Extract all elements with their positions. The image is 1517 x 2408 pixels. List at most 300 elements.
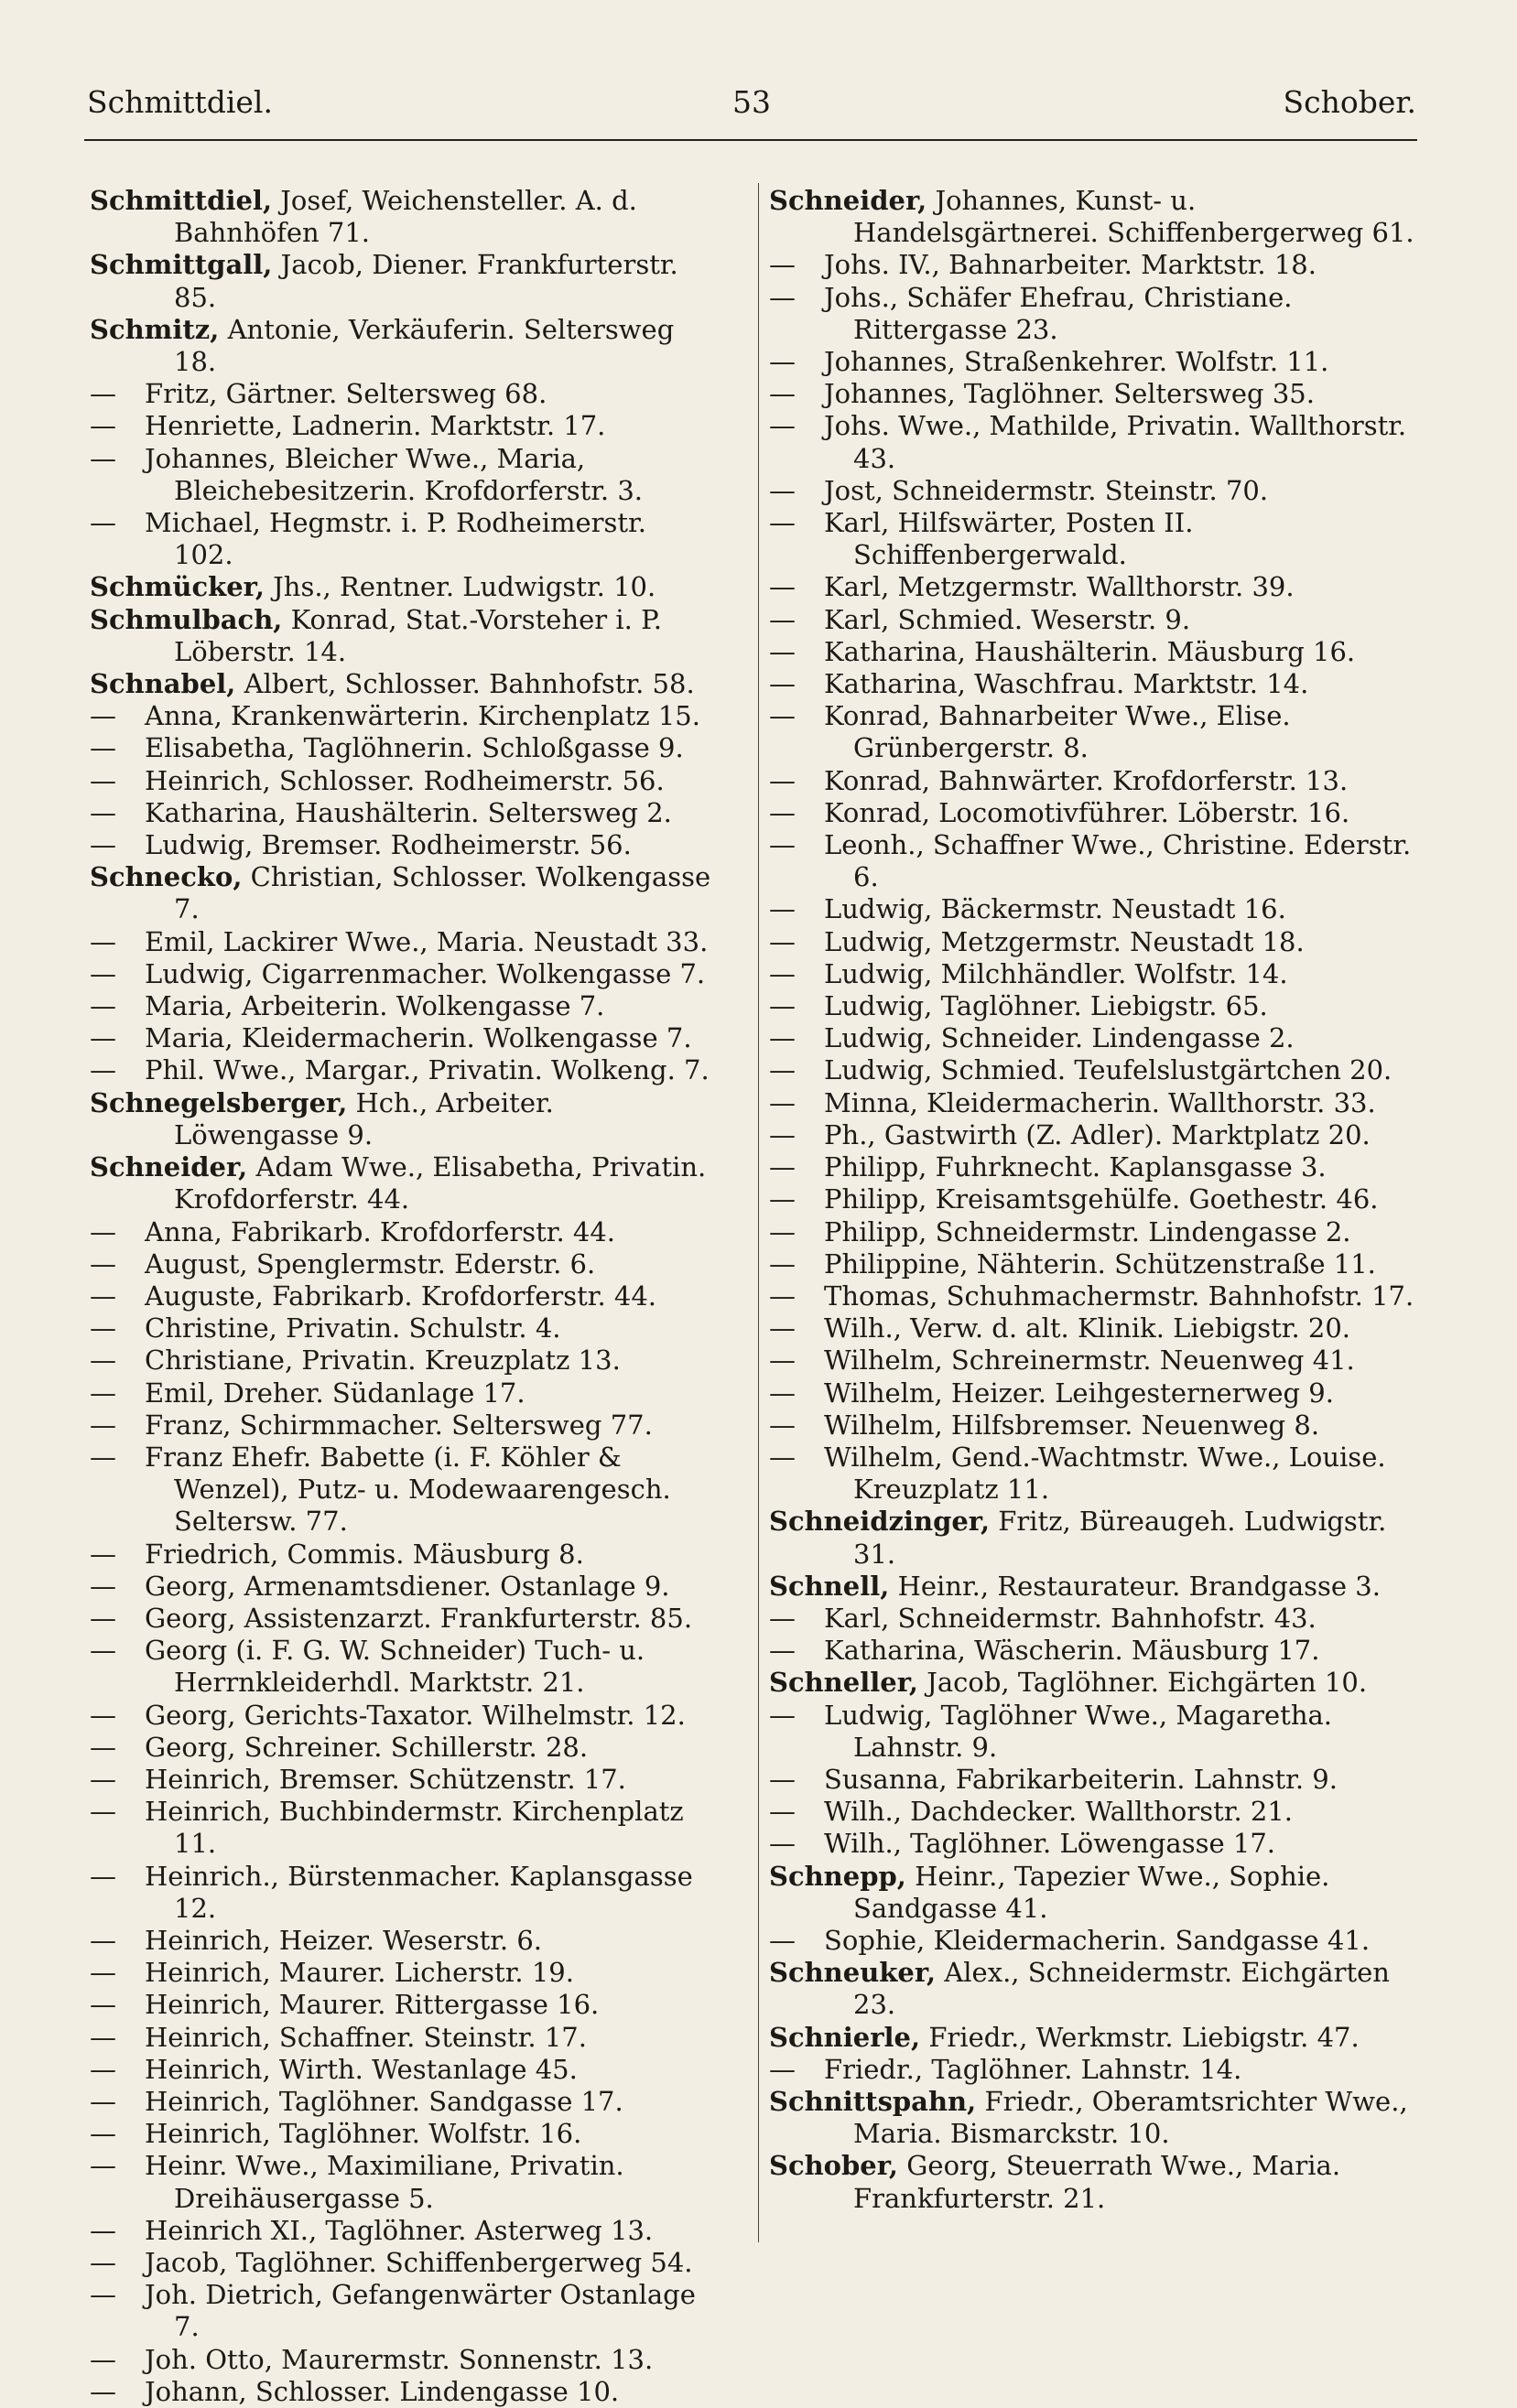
ditto-dash: — bbox=[90, 2375, 116, 2407]
directory-entry bbox=[769, 1635, 1419, 1667]
directory-entry bbox=[769, 1054, 1419, 1086]
directory-entry bbox=[769, 1248, 1419, 1280]
surname: Schneider, bbox=[90, 1151, 248, 1183]
entry-details: Christian, Schlosser. Wolkengasse 7. bbox=[174, 861, 711, 925]
entry-details: Jost, Schneidermstr. Steinstr. 70. bbox=[824, 474, 1269, 506]
ditto-dash: — bbox=[90, 1699, 116, 1731]
ditto-dash: — bbox=[769, 796, 796, 828]
entry-details: Ludwig, Taglöhner. Liebigstr. 65. bbox=[824, 990, 1268, 1022]
ditto-dash: — bbox=[769, 1699, 796, 1731]
entry-details: Ludwig, Milchhändler. Wolfstr. 14. bbox=[824, 957, 1288, 989]
ditto-dash: — bbox=[90, 2214, 116, 2246]
ditto-dash: — bbox=[90, 1538, 116, 1570]
directory-entry bbox=[769, 829, 1419, 893]
directory-entry bbox=[90, 1054, 712, 1086]
left-column bbox=[90, 185, 712, 2408]
entry-details: Friedr., Taglöhner. Lahnstr. 14. bbox=[824, 2053, 1242, 2085]
directory-entry bbox=[90, 2022, 712, 2054]
directory-entry bbox=[90, 1861, 712, 1925]
entry-details: Emil, Lackirer Wwe., Maria. Neustadt 33. bbox=[145, 925, 709, 957]
ditto-dash: — bbox=[769, 1054, 796, 1086]
directory-entry bbox=[769, 282, 1419, 346]
directory-entry bbox=[90, 1700, 712, 1732]
entry-details: Heinrich, Schlosser. Rodheimerstr. 56. bbox=[145, 764, 665, 796]
directory-entry bbox=[769, 604, 1419, 636]
directory-entry bbox=[90, 1764, 712, 1796]
ditto-dash: — bbox=[90, 990, 116, 1022]
ditto-dash: — bbox=[769, 1441, 796, 1473]
directory-entry bbox=[90, 1442, 712, 1539]
directory-entry bbox=[769, 1087, 1419, 1119]
ditto-dash: — bbox=[769, 1828, 796, 1860]
ditto-dash: — bbox=[90, 1731, 116, 1763]
surname: Schnabel, bbox=[90, 668, 236, 700]
entry-details: Fritz, Gärtner. Seltersweg 68. bbox=[145, 378, 547, 410]
ditto-dash: — bbox=[90, 1280, 116, 1312]
ditto-dash: — bbox=[769, 893, 796, 925]
ditto-dash: — bbox=[90, 1570, 116, 1602]
entry-details: Franz, Schirmmacher. Seltersweg 77. bbox=[145, 1409, 653, 1441]
entry-details: Anna, Fabrikarb. Krofdorferstr. 44. bbox=[145, 1215, 616, 1247]
surname: Schnittspahn, bbox=[769, 2085, 977, 2117]
entry-details: Georg, Steuerrath Wwe., Maria. Frankfurterstr. 21. bbox=[853, 2150, 1341, 2214]
ditto-dash: — bbox=[90, 507, 116, 539]
directory-entry bbox=[90, 1087, 712, 1151]
surname: Schmittgall, bbox=[90, 249, 273, 281]
entry-details: Katharina, Wäscherin. Mäusburg 17. bbox=[824, 1635, 1320, 1667]
entry-details: Wilh., Verw. d. alt. Klinik. Liebigstr. 20. bbox=[824, 1312, 1351, 1344]
entry-details: Georg (i. F. G. W. Schneider) Tuch- u. Herrnkleiderhdl. Marktstr. 21. bbox=[145, 1635, 645, 1699]
directory-entry bbox=[769, 1603, 1419, 1635]
entry-details: Heinrich, Bremser. Schützenstr. 17. bbox=[145, 1763, 626, 1795]
entry-details: Michael, Hegmstr. i. P. Rodheimerstr. 102. bbox=[145, 507, 646, 571]
ditto-dash: — bbox=[769, 990, 796, 1022]
directory-entry bbox=[90, 1409, 712, 1442]
directory-entry bbox=[769, 346, 1419, 378]
entry-details: Joh. Dietrich, Gefangenwärter Ostanlage 7. bbox=[145, 2279, 696, 2343]
entry-details: Heinrich, Buchbindermstr. Kirchenplatz 11. bbox=[145, 1796, 684, 1860]
directory-entry bbox=[90, 1796, 712, 1860]
surname: Schnell, bbox=[769, 1570, 890, 1602]
right-column bbox=[769, 185, 1419, 2215]
entry-details: Ludwig, Taglöhner Wwe., Magaretha. Lahnstr. 9. bbox=[824, 1699, 1333, 1763]
ditto-dash: — bbox=[90, 1924, 116, 1956]
entry-details: Henriette, Ladnerin. Marktstr. 17. bbox=[145, 410, 606, 442]
directory-entry bbox=[90, 797, 712, 829]
column-divider bbox=[758, 183, 759, 2242]
entry-details: Heinr. Wwe., Maximiliane, Privatin. Dreihäusergasse 5. bbox=[145, 2150, 624, 2214]
directory-entry bbox=[90, 861, 712, 925]
ditto-dash: — bbox=[90, 732, 116, 764]
ditto-dash: — bbox=[769, 2053, 796, 2085]
directory-entry bbox=[90, 185, 712, 249]
entry-details: Antonie, Verkäuferin. Seltersweg 18. bbox=[174, 313, 675, 378]
entry-details: Maria, Kleidermacherin. Wolkengasse 7. bbox=[145, 1022, 692, 1054]
ditto-dash: — bbox=[769, 1247, 796, 1280]
directory-entry bbox=[90, 1312, 712, 1344]
ditto-dash: — bbox=[769, 410, 796, 442]
surname: Schneuker, bbox=[769, 1957, 937, 1989]
ditto-dash: — bbox=[90, 1796, 116, 1828]
entry-details: Heinrich, Maurer. Rittergasse 16. bbox=[145, 1989, 600, 2021]
entry-details: Ph., Gastwirth (Z. Adler). Marktplatz 20. bbox=[824, 1118, 1371, 1150]
entry-details: Georg, Assistenzarzt. Frankfurterstr. 85. bbox=[145, 1602, 693, 1634]
directory-entry bbox=[769, 926, 1419, 958]
entry-details: Heinrich, Heizer. Weserstr. 6. bbox=[145, 1924, 543, 1956]
directory-entry bbox=[769, 1280, 1419, 1312]
ditto-dash: — bbox=[90, 2085, 116, 2117]
entry-details: Philipp, Schneidermstr. Lindengasse 2. bbox=[824, 1215, 1351, 1247]
directory-entry bbox=[90, 314, 712, 378]
ditto-dash: — bbox=[769, 1344, 796, 1377]
ditto-dash: — bbox=[90, 2247, 116, 2278]
directory-entry bbox=[90, 410, 712, 442]
entry-details: Franz Ehefr. Babette (i. F. Köhler & Wenzel), Putz- u. Modewaarengesch. Seltersw. 77. bbox=[145, 1441, 671, 1538]
entry-details: Maria, Arbeiterin. Wolkengasse 7. bbox=[145, 990, 605, 1022]
ditto-dash: — bbox=[769, 1151, 796, 1183]
entry-details: Katharina, Haushälterin. Mäusburg 16. bbox=[824, 635, 1356, 667]
ditto-dash: — bbox=[769, 249, 796, 281]
surname: Schneidzinger, bbox=[769, 1506, 991, 1538]
entry-details: Heinrich XI., Taglöhner. Asterweg 13. bbox=[145, 2214, 654, 2246]
entry-details: Heinrich., Bürstenmacher. Kaplansgasse 12. bbox=[145, 1860, 693, 1924]
directory-entry bbox=[90, 1925, 712, 1957]
entry-details: Friedrich, Commis. Mäusburg 8. bbox=[145, 1538, 584, 1570]
directory-entry bbox=[90, 2344, 712, 2376]
entry-details: Heinrich, Wirth. Westanlage 45. bbox=[145, 2053, 578, 2085]
directory-entry bbox=[90, 2054, 712, 2086]
entry-details: Philipp, Kreisamtsgehülfe. Goethestr. 46. bbox=[824, 1183, 1379, 1215]
ditto-dash: — bbox=[90, 1763, 116, 1795]
ditto-dash: — bbox=[90, 1312, 116, 1344]
ditto-dash: — bbox=[769, 957, 796, 989]
directory-entry bbox=[90, 1989, 712, 2021]
entry-details: Katharina, Haushälterin. Seltersweg 2. bbox=[145, 796, 672, 828]
directory-entry bbox=[769, 990, 1419, 1022]
entry-details: Minna, Kleidermacherin. Wallthorstr. 33. bbox=[824, 1086, 1376, 1118]
surname: Schnierle, bbox=[769, 2021, 921, 2053]
entry-details: Alex., Schneidermstr. Eichgärten 23. bbox=[853, 1957, 1390, 2021]
entry-details: Susanna, Fabrikarbeiterin. Lahnstr. 9. bbox=[824, 1763, 1338, 1795]
directory-entry bbox=[90, 1732, 712, 1764]
entry-details: Konrad, Locomotivführer. Löberstr. 16. bbox=[824, 796, 1350, 828]
entry-details: Karl, Hilfswärter, Posten II. Schiffenbergerwald. bbox=[824, 507, 1194, 571]
header-left-keyword: Schmittdiel. bbox=[87, 84, 273, 120]
ditto-dash: — bbox=[90, 1409, 116, 1441]
page-header bbox=[87, 84, 1416, 130]
directory-entry bbox=[769, 571, 1419, 603]
entry-details: Konrad, Stat.-Vorsteher i. P. Löberstr. 14. bbox=[174, 603, 662, 667]
directory-entry bbox=[90, 668, 712, 700]
ditto-dash: — bbox=[769, 829, 796, 861]
ditto-dash: — bbox=[90, 378, 116, 410]
ditto-dash: — bbox=[90, 700, 116, 732]
ditto-dash: — bbox=[769, 346, 796, 378]
entry-details: Ludwig, Bäckermstr. Neustadt 16. bbox=[824, 893, 1286, 925]
surname: Schmücker, bbox=[90, 571, 265, 603]
entry-details: Hch., Arbeiter. Löwengasse 9. bbox=[174, 1086, 554, 1150]
directory-entry bbox=[90, 378, 712, 410]
directory-entry bbox=[769, 1377, 1419, 1409]
directory-entry bbox=[90, 571, 712, 603]
entry-details: Konrad, Bahnwärter. Krofdorferstr. 13. bbox=[824, 764, 1349, 796]
directory-entry bbox=[769, 507, 1419, 571]
directory-entry bbox=[769, 893, 1419, 925]
entry-details: Jacob, Taglöhner. Schiffenbergerweg 54. bbox=[145, 2247, 693, 2278]
directory-entry bbox=[90, 1344, 712, 1377]
ditto-dash: — bbox=[769, 1280, 796, 1312]
ditto-dash: — bbox=[769, 635, 796, 667]
entry-details: Wilhelm, Hilfsbremser. Neuenweg 8. bbox=[824, 1409, 1320, 1441]
directory-entry bbox=[90, 2086, 712, 2118]
ditto-dash: — bbox=[90, 1215, 116, 1247]
directory-entry bbox=[769, 765, 1419, 797]
entry-details: Heinr., Restaurateur. Brandgasse 3. bbox=[897, 1570, 1381, 1602]
directory-entry bbox=[769, 1764, 1419, 1796]
directory-entry bbox=[769, 185, 1419, 249]
entry-details: Adam Wwe., Elisabetha, Privatin. Krofdorferstr. 44. bbox=[174, 1151, 707, 1215]
ditto-dash: — bbox=[90, 1247, 116, 1280]
directory-entry bbox=[769, 1925, 1419, 1957]
entry-details: Joh. Otto, Maurermstr. Sonnenstr. 13. bbox=[145, 2343, 654, 2375]
directory-entry bbox=[769, 797, 1419, 829]
entry-details: Christiane, Privatin. Kreuzplatz 13. bbox=[145, 1344, 621, 1377]
directory-entry bbox=[769, 1571, 1419, 1603]
entry-details: Philippine, Nähterin. Schützenstraße 11. bbox=[824, 1247, 1376, 1280]
directory-entry bbox=[769, 1344, 1419, 1377]
entry-details: Heinrich, Schaffner. Steinstr. 17. bbox=[145, 2021, 587, 2053]
directory-entry bbox=[90, 1539, 712, 1571]
ditto-dash: — bbox=[90, 1377, 116, 1409]
entry-details: Friedr., Oberamtsrichter Wwe., Maria. Bismarckstr. 10. bbox=[853, 2085, 1408, 2150]
directory-entry bbox=[769, 1442, 1419, 1506]
entry-details: Johs. Wwe., Mathilde, Privatin. Wallthorstr. 43. bbox=[824, 410, 1407, 474]
directory-entry bbox=[90, 507, 712, 571]
directory-entry bbox=[769, 2022, 1419, 2054]
directory-entry bbox=[769, 2086, 1419, 2150]
directory-entry bbox=[90, 1377, 712, 1409]
directory-entry bbox=[90, 926, 712, 958]
ditto-dash: — bbox=[90, 2118, 116, 2150]
directory-entry bbox=[90, 1248, 712, 1280]
surname: Schneller, bbox=[769, 1667, 918, 1699]
entry-details: Ludwig, Metzgermstr. Neustadt 18. bbox=[824, 925, 1305, 957]
ditto-dash: — bbox=[769, 1763, 796, 1795]
entry-details: Wilhelm, Schreinermstr. Neuenweg 41. bbox=[824, 1344, 1355, 1377]
directory-entry bbox=[769, 2150, 1419, 2214]
header-rule bbox=[84, 139, 1417, 141]
directory-entry bbox=[769, 1667, 1419, 1699]
ditto-dash: — bbox=[90, 1957, 116, 1989]
directory-entry bbox=[769, 1312, 1419, 1344]
ditto-dash: — bbox=[769, 571, 796, 603]
directory-entry bbox=[769, 1216, 1419, 1248]
entry-details: Ludwig, Schmied. Teufelslustgärtchen 20. bbox=[824, 1054, 1392, 1086]
directory-entry bbox=[90, 700, 712, 732]
ditto-dash: — bbox=[769, 603, 796, 635]
page-number: 53 bbox=[732, 84, 771, 120]
directory-entry bbox=[90, 604, 712, 668]
directory-entry bbox=[90, 2118, 712, 2150]
ditto-dash: — bbox=[90, 829, 116, 861]
entry-details: Emil, Dreher. Südanlage 17. bbox=[145, 1377, 526, 1409]
entry-details: Georg, Schreiner. Schillerstr. 28. bbox=[145, 1731, 589, 1763]
ditto-dash: — bbox=[769, 1086, 796, 1118]
directory-entry bbox=[90, 732, 712, 764]
ditto-dash: — bbox=[769, 1796, 796, 1828]
entry-details: Christine, Privatin. Schulstr. 4. bbox=[145, 1312, 561, 1344]
directory-entry bbox=[90, 2279, 712, 2343]
entry-details: Sophie, Kleidermacherin. Sandgasse 41. bbox=[824, 1924, 1371, 1956]
ditto-dash: — bbox=[90, 796, 116, 828]
directory-entry bbox=[769, 1119, 1419, 1151]
ditto-dash: — bbox=[769, 1602, 796, 1634]
entry-details: Johannes, Straßenkehrer. Wolfstr. 11. bbox=[824, 346, 1329, 378]
entry-details: Elisabetha, Taglöhnerin. Schloßgasse 9. bbox=[145, 732, 684, 764]
surname: Schmulbach, bbox=[90, 603, 283, 635]
ditto-dash: — bbox=[769, 1022, 796, 1054]
ditto-dash: — bbox=[90, 925, 116, 957]
ditto-dash: — bbox=[769, 764, 796, 796]
entry-details: Friedr., Werkmstr. Liebigstr. 47. bbox=[928, 2021, 1360, 2053]
ditto-dash: — bbox=[769, 925, 796, 957]
ditto-dash: — bbox=[769, 281, 796, 313]
ditto-dash: — bbox=[90, 2279, 116, 2311]
ditto-dash: — bbox=[90, 410, 116, 442]
ditto-dash: — bbox=[769, 1183, 796, 1215]
entry-details: Ludwig, Bremser. Rodheimerstr. 56. bbox=[145, 829, 632, 861]
surname: Schneider, bbox=[769, 185, 927, 216]
ditto-dash: — bbox=[769, 474, 796, 506]
ditto-dash: — bbox=[769, 1118, 796, 1150]
surname: Schnecko, bbox=[90, 861, 243, 893]
directory-entry bbox=[90, 1280, 712, 1312]
directory-entry bbox=[90, 1603, 712, 1635]
ditto-dash: — bbox=[90, 1022, 116, 1054]
entry-details: Jhs., Rentner. Ludwigstr. 10. bbox=[273, 571, 656, 603]
entry-details: Katharina, Waschfrau. Marktstr. 14. bbox=[824, 668, 1309, 700]
entry-details: Leonh., Schaffner Wwe., Christine. Ederstr. 6. bbox=[824, 829, 1412, 893]
directory-entry bbox=[769, 1151, 1419, 1183]
entry-details: Ludwig, Cigarrenmacher. Wolkengasse 7. bbox=[145, 957, 706, 989]
ditto-dash: — bbox=[769, 1377, 796, 1409]
directory-entry bbox=[90, 829, 712, 861]
ditto-dash: — bbox=[90, 1054, 116, 1086]
directory-entry bbox=[769, 1861, 1419, 1925]
ditto-dash: — bbox=[90, 1635, 116, 1667]
directory-entry bbox=[769, 1957, 1419, 2021]
ditto-dash: — bbox=[769, 1924, 796, 1956]
ditto-dash: — bbox=[90, 1344, 116, 1377]
directory-entry bbox=[769, 1409, 1419, 1442]
directory-entry bbox=[90, 990, 712, 1022]
directory-entry bbox=[769, 1022, 1419, 1054]
ditto-dash: — bbox=[90, 442, 116, 474]
entry-details: Heinr., Tapezier Wwe., Sophie. Sandgasse 41. bbox=[853, 1860, 1330, 1924]
entry-details: Karl, Schmied. Weserstr. 9. bbox=[824, 603, 1191, 635]
directory-entry bbox=[769, 1506, 1419, 1570]
entry-details: Georg, Armenamtsdiener. Ostanlage 9. bbox=[145, 1570, 670, 1602]
entry-details: Johann, Schlosser. Lindengasse 10. bbox=[145, 2375, 620, 2407]
directory-entry bbox=[769, 700, 1419, 764]
ditto-dash: — bbox=[769, 1215, 796, 1247]
entry-details: Karl, Metzgermstr. Wallthorstr. 39. bbox=[824, 571, 1295, 603]
directory-entry bbox=[90, 1022, 712, 1054]
directory-entry bbox=[769, 1828, 1419, 1860]
directory-entry bbox=[769, 1796, 1419, 1828]
entry-details: Johs., Schäfer Ehefrau, Christiane. Rittergasse 23. bbox=[824, 281, 1293, 345]
ditto-dash: — bbox=[90, 1860, 116, 1892]
ditto-dash: — bbox=[90, 1602, 116, 1634]
directory-entry bbox=[90, 1571, 712, 1603]
surname: Schnepp, bbox=[769, 1860, 906, 1892]
entry-details: Jacob, Taglöhner. Eichgärten 10. bbox=[926, 1667, 1368, 1699]
directory-entry bbox=[769, 636, 1419, 668]
directory-entry bbox=[769, 958, 1419, 990]
ditto-dash: — bbox=[769, 1409, 796, 1441]
ditto-dash: — bbox=[769, 1312, 796, 1344]
entry-details: Ludwig, Schneider. Lindengasse 2. bbox=[824, 1022, 1295, 1054]
entry-details: Johannes, Bleicher Wwe., Maria, Bleichebesitzerin. Krofdorferstr. 3. bbox=[145, 442, 644, 506]
entry-details: Konrad, Bahnarbeiter Wwe., Elise. Grünbergerstr. 8. bbox=[824, 700, 1291, 764]
ditto-dash: — bbox=[90, 764, 116, 796]
ditto-dash: — bbox=[90, 2343, 116, 2375]
entry-details: Jacob, Diener. Frankfurterstr. 85. bbox=[174, 249, 678, 313]
entry-details: Karl, Schneidermstr. Bahnhofstr. 43. bbox=[824, 1602, 1317, 1634]
directory-entry bbox=[769, 249, 1419, 281]
directory-entry bbox=[90, 1151, 712, 1215]
directory-entry bbox=[90, 2215, 712, 2247]
entry-details: Wilh., Taglöhner. Löwengasse 17. bbox=[824, 1828, 1275, 1860]
ditto-dash: — bbox=[769, 507, 796, 539]
entry-details: Phil. Wwe., Margar., Privatin. Wolkeng. 7. bbox=[145, 1054, 710, 1086]
entry-details: Albert, Schlosser. Bahnhofstr. 58. bbox=[244, 668, 695, 700]
ditto-dash: — bbox=[769, 668, 796, 700]
ditto-dash: — bbox=[769, 700, 796, 732]
entry-details: Wilhelm, Heizer. Leihgesternerweg 9. bbox=[824, 1377, 1334, 1409]
surname: Schober, bbox=[769, 2150, 899, 2182]
header-right-keyword: Schober. bbox=[1283, 84, 1416, 120]
directory-entry bbox=[90, 765, 712, 797]
surname: Schmitz, bbox=[90, 313, 220, 345]
directory-entry bbox=[90, 2150, 712, 2214]
ditto-dash: — bbox=[90, 2053, 116, 2085]
directory-entry bbox=[769, 378, 1419, 410]
entry-details: Johannes, Kunst- u. Handelsgärtnerei. Schiffenbergerweg 61. bbox=[853, 185, 1414, 249]
directory-entry bbox=[90, 249, 712, 313]
ditto-dash: — bbox=[90, 957, 116, 989]
directory-entry bbox=[769, 668, 1419, 700]
directory-entry bbox=[769, 1183, 1419, 1215]
ditto-dash: — bbox=[90, 2150, 116, 2182]
entry-details: Heinrich, Taglöhner. Sandgasse 17. bbox=[145, 2085, 623, 2117]
ditto-dash: — bbox=[90, 1989, 116, 2021]
entry-details: Heinrich, Maurer. Licherstr. 19. bbox=[145, 1957, 574, 1989]
entry-details: Auguste, Fabrikarb. Krofdorferstr. 44. bbox=[145, 1280, 657, 1312]
entry-details: Josef, Weichensteller. A. d. Bahnhöfen 71. bbox=[174, 185, 637, 249]
directory-entry bbox=[769, 475, 1419, 507]
ditto-dash: — bbox=[769, 378, 796, 410]
directory-entry bbox=[769, 2054, 1419, 2086]
entry-details: Heinrich, Taglöhner. Wolfstr. 16. bbox=[145, 2118, 582, 2150]
entry-details: Fritz, Büreaugeh. Ludwigstr. 31. bbox=[853, 1506, 1387, 1570]
entry-details: August, Spenglermstr. Ederstr. 6. bbox=[145, 1247, 596, 1280]
entry-details: Georg, Gerichts-Taxator. Wilhelmstr. 12. bbox=[145, 1699, 686, 1731]
directory-entry bbox=[90, 443, 712, 507]
entry-details: Wilh., Dachdecker. Wallthorstr. 21. bbox=[824, 1796, 1294, 1828]
entry-details: Wilhelm, Gend.-Wachtmstr. Wwe., Louise. Kreuzplatz 11. bbox=[824, 1441, 1386, 1506]
ditto-dash: — bbox=[90, 2021, 116, 2053]
